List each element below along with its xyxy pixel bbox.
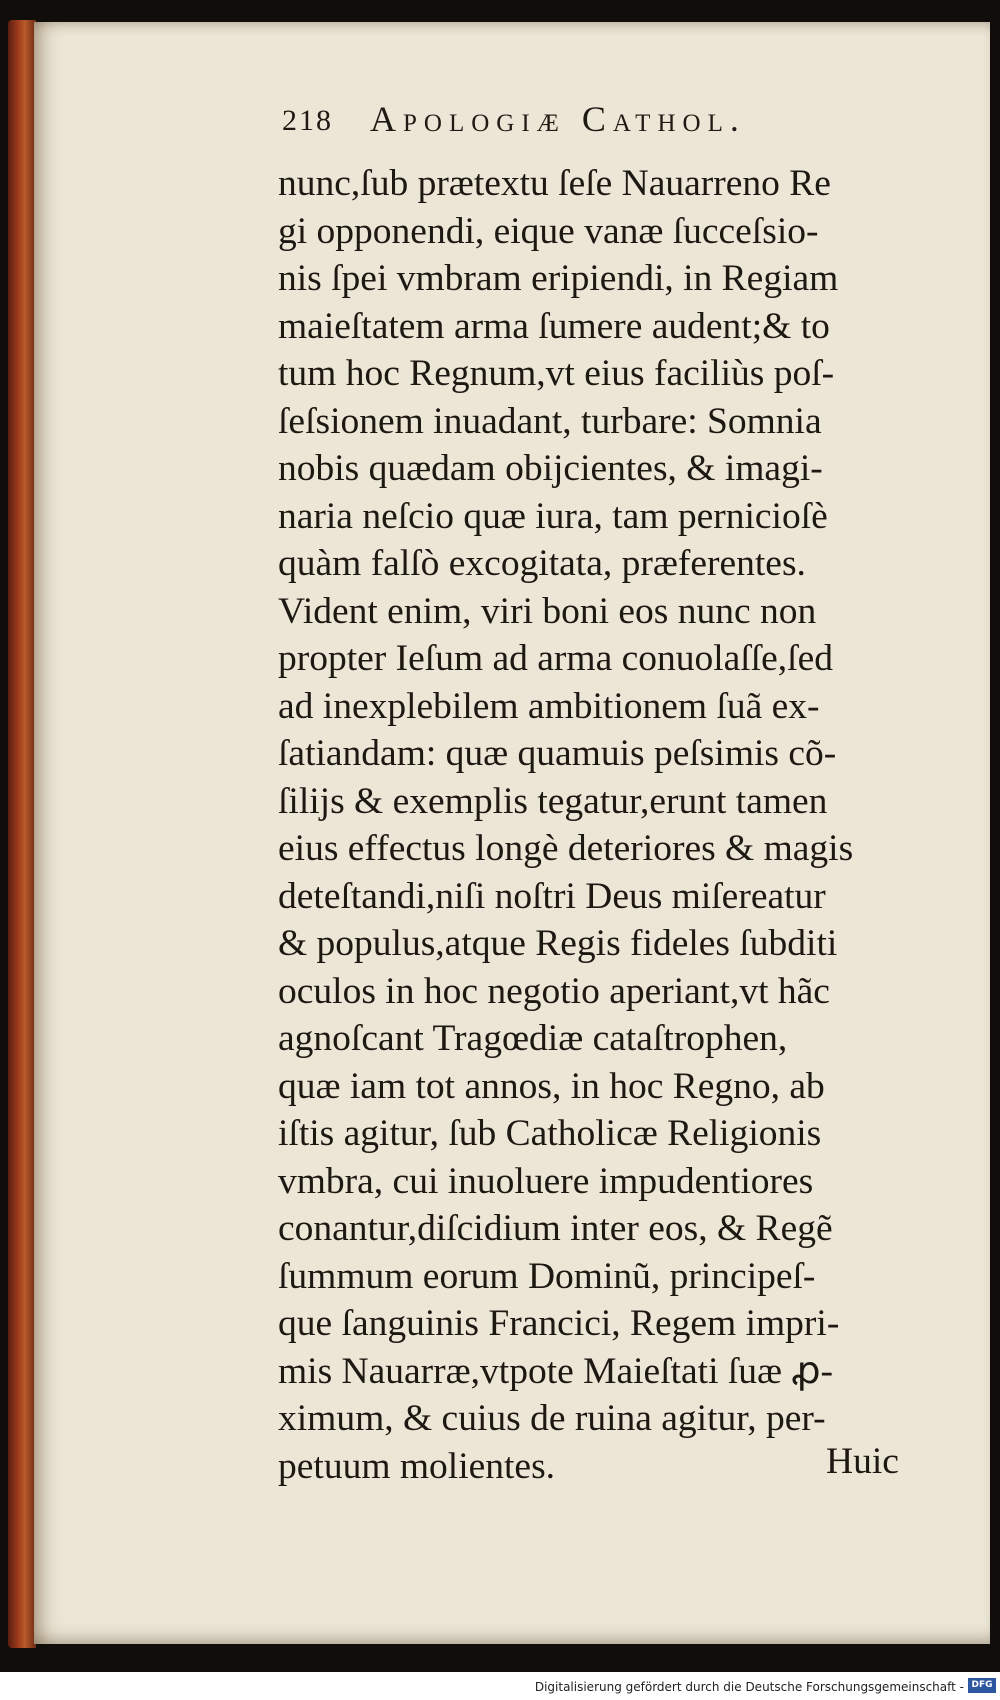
page-header: [282, 98, 922, 150]
text-line: maieſtatem arma ſumere audent;& to: [278, 305, 830, 347]
text-line: propter Ieſum ad arma conuolaſſe,ſed: [278, 638, 833, 679]
text-line: nobis quædam obijcientes, & imagi-: [278, 448, 823, 489]
book-edge: [8, 20, 36, 1648]
digitization-footer: [0, 1672, 1000, 1700]
text-line: vmbra, cui inuoluere impudentiores: [278, 1160, 814, 1202]
text-line: ſatiandam: quæ quamuis peſsimis cõ-: [278, 733, 837, 774]
running-head: Apologiæ Cathol.: [370, 99, 746, 139]
text-line: agnoſcant Tragœdiæ cataſtrophen,: [278, 1018, 788, 1059]
catchword: Huic: [826, 1441, 899, 1482]
text-line: iſtis agitur, ſub Catholicæ Religionis: [278, 1113, 822, 1154]
text-line: ximum, & cuius de ruina agitur, per-: [278, 1398, 826, 1439]
text-line: oculos in hoc negotio aperiant,vt hãc: [278, 970, 830, 1012]
text-line: naria neſcio quæ iura, tam pernicioſè: [278, 495, 828, 537]
text-line: quàm falſò excogitata, præferentes.: [278, 543, 806, 584]
text-line: Vident enim, viri boni eos nunc non: [278, 590, 817, 632]
text-line: ſummum eorum Dominũ, principeſ-: [278, 1255, 816, 1297]
text-line: conantur,diſcidium inter eos, & Regẽ: [278, 1208, 833, 1249]
text-line: ad inexplebilem ambitionem ſuã ex-: [278, 685, 820, 727]
text-line: que ſanguinis Francici, Regem impri-: [278, 1303, 840, 1344]
body-text: [278, 160, 943, 1490]
text-line: nis ſpei vmbram eripiendi, in Regiam: [278, 258, 839, 299]
text-line: gi opponendi, eique vanæ ſucceſsio-: [278, 210, 819, 252]
text-line: deteſtandi,niſi noſtri Deus miſereatur: [278, 875, 826, 917]
text-line: nunc,ſub prætextu ſeſe Nauarreno Re: [278, 163, 831, 204]
funding-credit: Digitalisierung gefördert durch die Deutsche Forschungsgemeinschaft -: [534, 1680, 964, 1694]
page-number: 218: [282, 104, 333, 137]
text-line: & populus,atque Regis fideles ſubditi: [278, 923, 838, 964]
dfg-logo-icon: DFG: [968, 1678, 996, 1693]
text-line: tum hoc Regnum,vt eius faciliùs poſ-: [278, 353, 835, 394]
text-line: eius effectus longè deteriores & magis: [278, 828, 854, 869]
text-line: ſilijs & exemplis tegatur,erunt tamen: [278, 780, 828, 822]
text-line: mis Nauarræ,vtpote Maieſtati ſuæ ꝓ-: [278, 1350, 833, 1392]
text-line: ſeſsionem inuadant, turbare: Somnia: [278, 400, 822, 442]
text-line: petuum molientes.: [278, 1445, 556, 1487]
text-line: quæ iam tot annos, in hoc Regno, ab: [278, 1065, 825, 1107]
